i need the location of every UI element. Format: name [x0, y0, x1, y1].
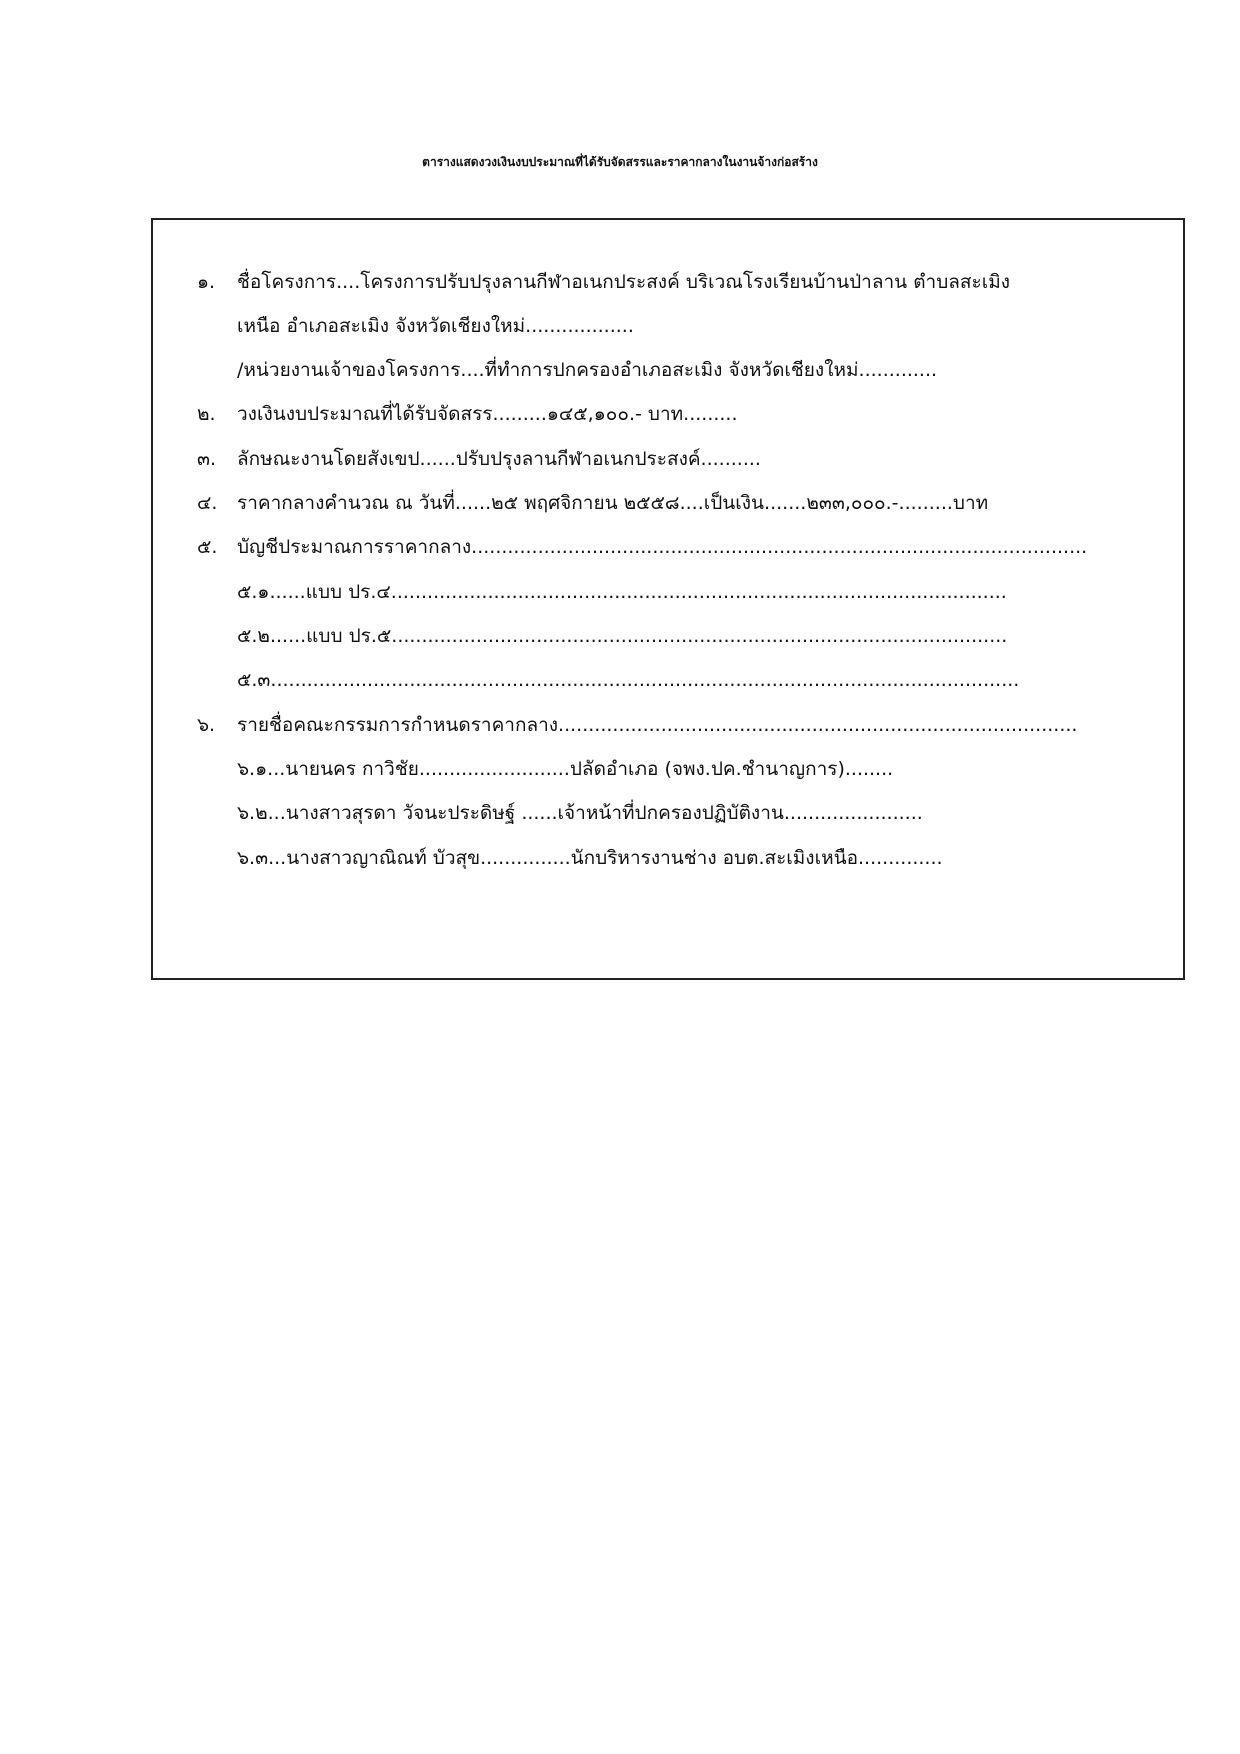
item-text: ๕.๓............................................................................................................................ — [237, 669, 1020, 691]
item-text: เหนือ อำเภอสะเมิง จังหวัดเชียงใหม่.................. — [237, 315, 634, 337]
item-text: บัญชีประมาณการราคากลาง...................................................................................................... — [237, 536, 1088, 558]
item-text: ๕.๑......แบบ ปร.๔...................................................................................................... — [237, 581, 1007, 603]
item-text: ๖.๒...นางสาวสุรดา วัจนะประดิษฐ์ ......เจ้าหน้าที่ปกครองปฏิบัติงาน....................... — [237, 802, 923, 824]
item-number: ๕. — [197, 536, 218, 558]
content-box — [151, 218, 1185, 980]
item-text: ชื่อโครงการ....โครงการปรับปรุงลานกีฬาอเนกประสงค์ บริเวณโรงเรียนบ้านป่าลาน ตำบลสะเมิง — [237, 271, 1010, 293]
item-text: รายชื่อคณะกรรมการกำหนดราคากลาง...................................................................................... — [237, 714, 1078, 736]
item-text: วงเงินงบประมาณที่ได้รับจัดสรร.........๑๔๕,๑๐๐.- บาท......... — [237, 403, 738, 425]
item-text: ๖.๓...นางสาวญาณิณท์ บัวสุข...............นักบริหารงานช่าง อบต.สะเมิงเหนือ.............. — [237, 847, 943, 869]
item-text: ลักษณะงานโดยสังเขป......ปรับปรุงลานกีฬาอเนกประสงค์.......... — [237, 448, 761, 470]
item-number: ๑. — [197, 271, 216, 293]
item-number: ๔. — [197, 492, 218, 514]
item-text: ๖.๑...นายนคร กาวิชัย.........................ปลัดอำเภอ (จพง.ปค.ชำนาญการ)........ — [237, 758, 894, 780]
document-title: ตารางแสดงวงเงินงบประมาณที่ได้รับจัดสรรและราคากลางในงานจ้างก่อสร้าง — [422, 155, 818, 169]
item-number: ๓. — [197, 448, 217, 470]
item-text: ราคากลางคำนวณ ณ วันที่......๒๕ พฤศจิกายน ๒๕๕๘....เป็นเงิน.......๒๓๓,๐๐๐.-.........บาท — [237, 492, 989, 514]
item-text: /หน่วยงานเจ้าของโครงการ....ที่ทำการปกครองอำเภอสะเมิง จังหวัดเชียงใหม่............. — [237, 359, 938, 381]
item-number: ๖. — [197, 714, 216, 736]
item-number: ๒. — [197, 403, 216, 425]
item-text: ๕.๒......แบบ ปร.๕...................................................................................................... — [237, 625, 1008, 647]
